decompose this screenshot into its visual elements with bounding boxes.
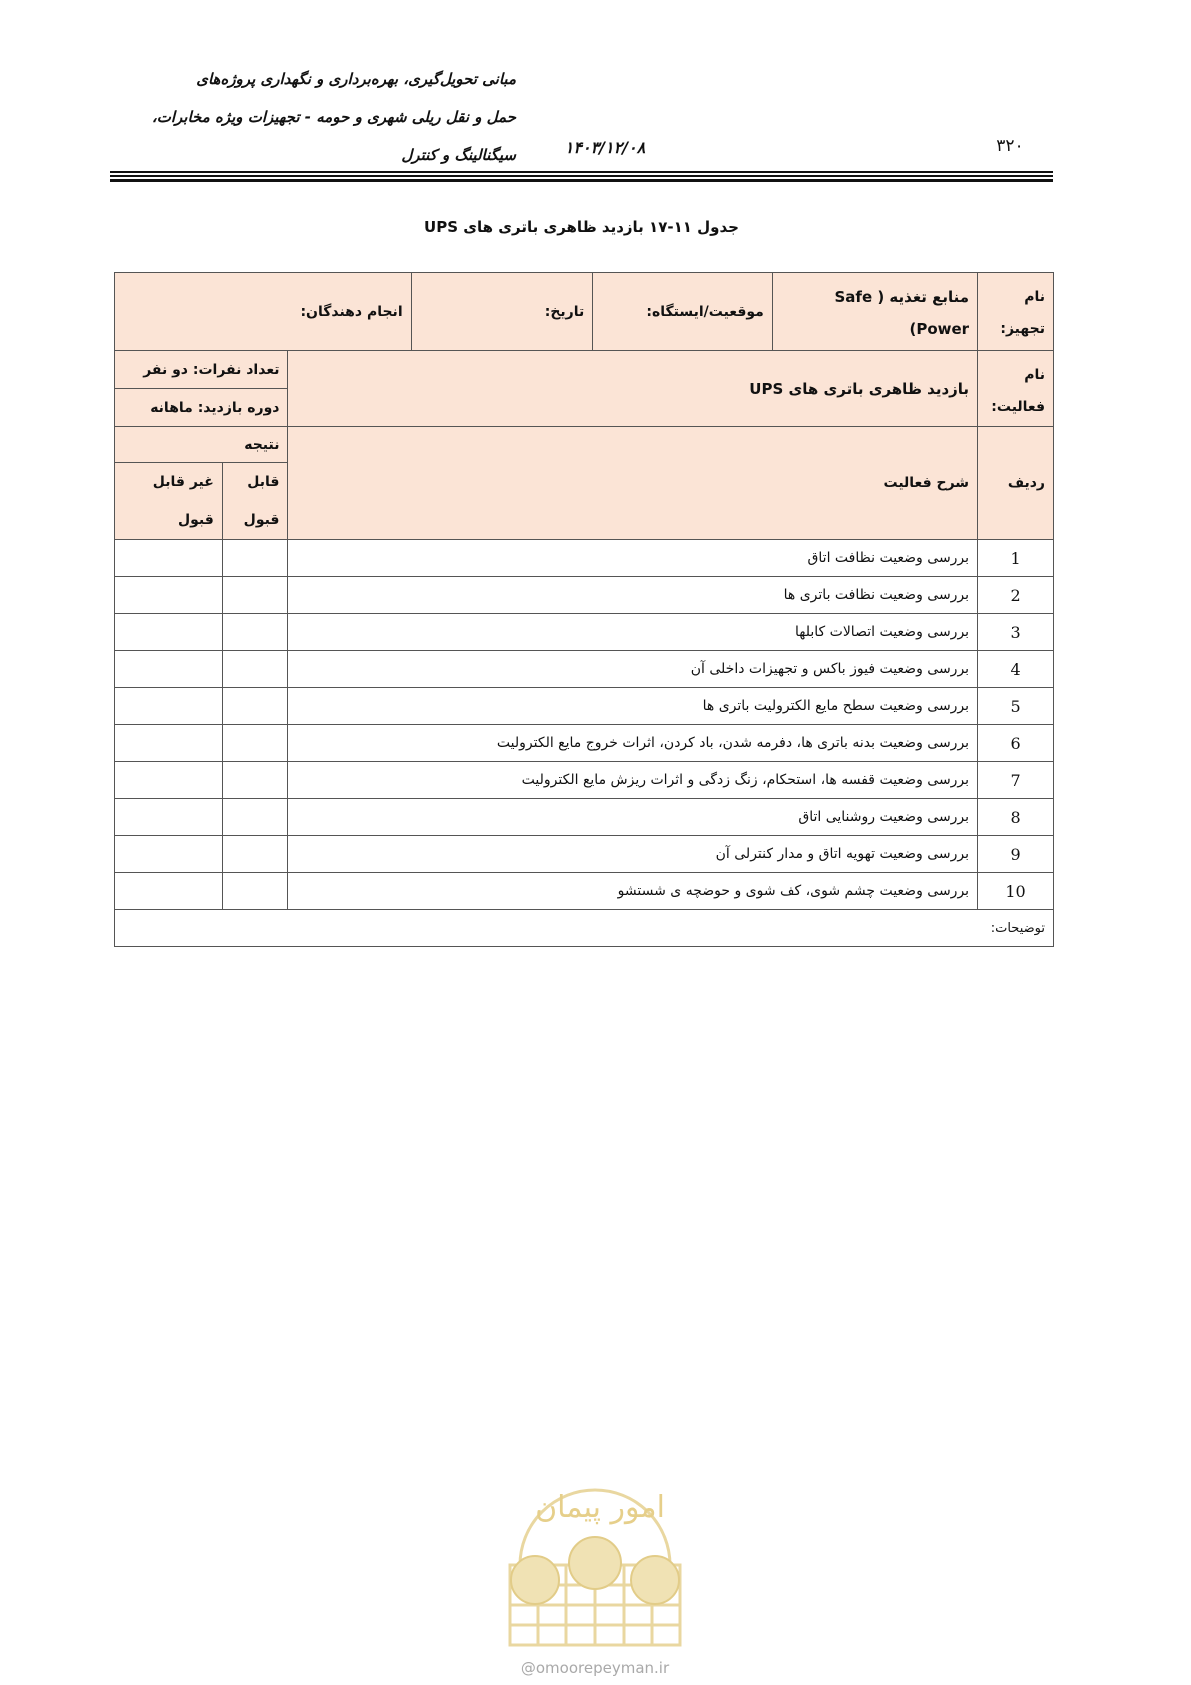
column-header-unacceptable: غیر قابل قبول xyxy=(115,463,223,540)
staff-count: تعداد نفرات: دو نفر xyxy=(115,351,288,389)
date-label: تاریخ: xyxy=(411,273,593,351)
page-number: ۳۲۰ xyxy=(996,136,1024,156)
row-number: 2 xyxy=(978,577,1054,614)
header-title-line-2: حمل و نقل ریلی شهری و حومه - تجهیزات ویژه مخابرات، xyxy=(151,108,516,126)
activity-description: بررسی وضعیت سطح مایع الکترولیت باتری ها xyxy=(288,688,978,725)
acceptable-cell[interactable] xyxy=(222,725,288,762)
column-header-row-number: ردیف xyxy=(978,427,1054,540)
table-row xyxy=(115,836,1054,873)
activity-description: بررسی وضعیت بدنه باتری ها، دفرمه شدن، باد کردن، اثرات خروج مایع الکترولیت xyxy=(288,725,978,762)
table-row xyxy=(115,688,1054,725)
acceptable-cell[interactable] xyxy=(222,614,288,651)
row-number: 1 xyxy=(978,540,1054,577)
header-date: ۱۴۰۳/۱۲/۰۸ xyxy=(564,138,646,157)
row-number: 9 xyxy=(978,836,1054,873)
column-header-result: نتیجه xyxy=(115,427,288,463)
table-row xyxy=(115,540,1054,577)
unacceptable-cell[interactable] xyxy=(115,725,223,762)
column-header-acceptable: قابل قبول xyxy=(222,463,288,540)
table-row xyxy=(115,614,1054,651)
acceptable-cell[interactable] xyxy=(222,688,288,725)
activity-description: بررسی وضعیت نظافت باتری ها xyxy=(288,577,978,614)
watermark-gear-right xyxy=(631,1556,679,1604)
activity-value: بازدید ظاهری باتری های UPS xyxy=(288,351,978,427)
watermark-logo xyxy=(490,1455,700,1685)
header-title-line-1: مبانی تحویل‌گیری، بهره‌برداری و نگهداری پروژه‌های xyxy=(196,70,516,88)
activity-description: بررسی وضعیت فیوز باکس و تجهیزات داخلی آن xyxy=(288,651,978,688)
activity-description: بررسی وضعیت تهویه اتاق و مدار کنترلی آن xyxy=(288,836,978,873)
unacceptable-cell[interactable] xyxy=(115,651,223,688)
acceptable-cell[interactable] xyxy=(222,799,288,836)
row-number: 6 xyxy=(978,725,1054,762)
row-number: 10 xyxy=(978,873,1054,910)
unacceptable-cell[interactable] xyxy=(115,799,223,836)
watermark-gear-left xyxy=(511,1556,559,1604)
equipment-row xyxy=(115,273,1054,351)
inspection-form-table xyxy=(114,272,1054,947)
unacceptable-cell[interactable] xyxy=(115,762,223,799)
acceptable-cell[interactable] xyxy=(222,651,288,688)
row-number: 8 xyxy=(978,799,1054,836)
header-rule-bottom xyxy=(110,179,1053,182)
activity-row xyxy=(115,351,1054,389)
activity-description: بررسی وضعیت چشم شوی، کف شوی و حوضچه ی شستشو xyxy=(288,873,978,910)
unacceptable-cell[interactable] xyxy=(115,836,223,873)
location-label: موقعیت/ایستگاه: xyxy=(593,273,773,351)
row-number: 5 xyxy=(978,688,1054,725)
notes-row xyxy=(115,910,1054,947)
unacceptable-cell[interactable] xyxy=(115,873,223,910)
row-number: 4 xyxy=(978,651,1054,688)
row-number: 7 xyxy=(978,762,1054,799)
activity-description: بررسی وضعیت نظافت اتاق xyxy=(288,540,978,577)
unacceptable-cell[interactable] xyxy=(115,614,223,651)
acceptable-cell[interactable] xyxy=(222,762,288,799)
table-row xyxy=(115,762,1054,799)
watermark-gear-center xyxy=(569,1537,621,1589)
header-rule-top xyxy=(110,171,1053,173)
header-title-line-3: سیگنالینگ و کنترل xyxy=(401,146,516,164)
acceptable-cell[interactable] xyxy=(222,873,288,910)
activity-description: بررسی وضعیت قفسه ها، استحکام، زنگ زدگی و اثرات ریزش مایع الکترولیت xyxy=(288,762,978,799)
activity-description: بررسی وضعیت روشنایی اتاق xyxy=(288,799,978,836)
column-header-row xyxy=(115,427,1054,463)
notes-label: توضیحات: xyxy=(115,910,1054,947)
performers-label: انجام دهندگان: xyxy=(115,273,412,351)
unacceptable-cell[interactable] xyxy=(115,540,223,577)
acceptable-cell[interactable] xyxy=(222,836,288,873)
table-row xyxy=(115,725,1054,762)
equipment-value: منابع تغذیه ( Safe Power) xyxy=(772,273,977,351)
watermark-logo-text: امور پیمان xyxy=(535,1490,665,1525)
acceptable-cell[interactable] xyxy=(222,577,288,614)
table-row xyxy=(115,651,1054,688)
unacceptable-cell[interactable] xyxy=(115,688,223,725)
watermark-site: @omoorepeyman.ir xyxy=(520,1659,670,1677)
equipment-label: نام تجهیز: xyxy=(978,273,1054,351)
table-row xyxy=(115,577,1054,614)
acceptable-cell[interactable] xyxy=(222,540,288,577)
table-row xyxy=(115,873,1054,910)
header-rule-middle xyxy=(110,175,1053,177)
activity-label: نام فعالیت: xyxy=(978,351,1054,427)
table-caption: جدول ۱۱-۱۷ بازدید ظاهری باتری های UPS xyxy=(424,218,739,236)
unacceptable-cell[interactable] xyxy=(115,577,223,614)
activity-description: بررسی وضعیت اتصالات کابلها xyxy=(288,614,978,651)
column-header-description: شرح فعالیت xyxy=(288,427,978,540)
table-row xyxy=(115,799,1054,836)
visit-period: دوره بازدید: ماهانه xyxy=(115,389,288,427)
row-number: 3 xyxy=(978,614,1054,651)
